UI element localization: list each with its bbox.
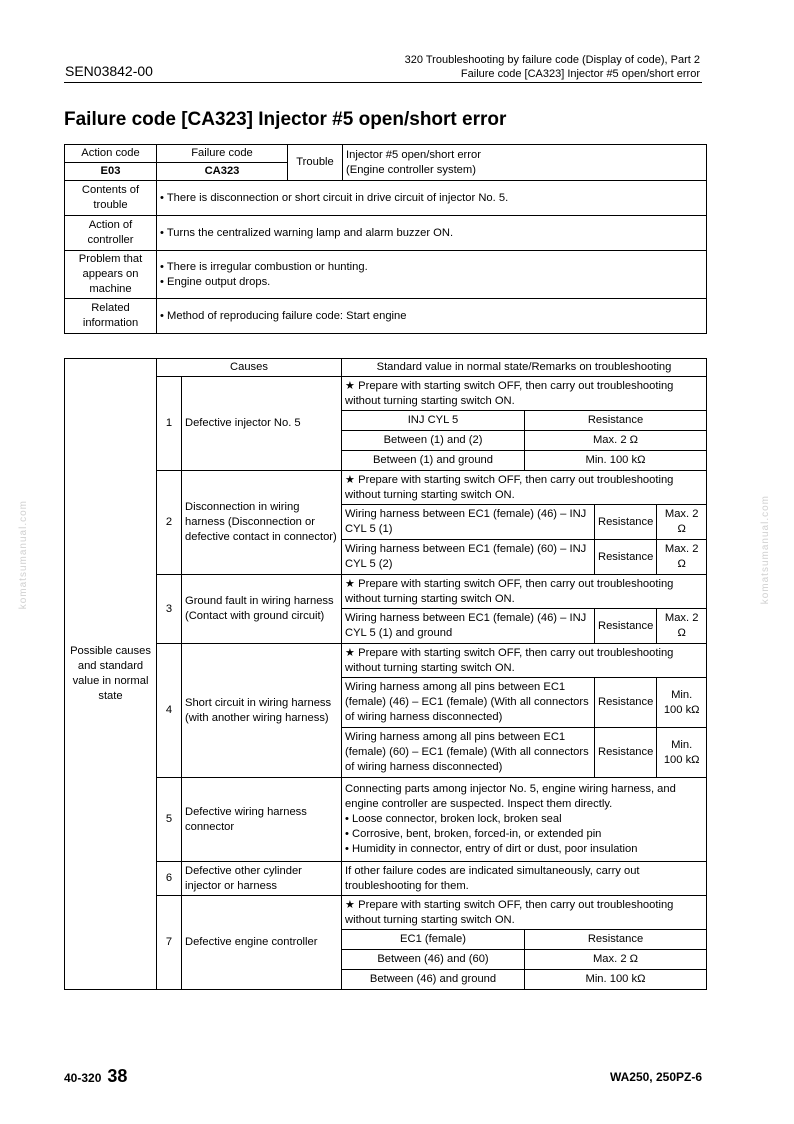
cause-name: Short circuit in wiring harness (with another wiring harness)	[182, 644, 342, 778]
cause-name: Defective other cylinder injector or harness	[182, 862, 342, 896]
prepare-note: ★ Prepare with starting switch OFF, then carry out troubleshooting without turning starting switch ON.	[342, 896, 707, 930]
check-point: Wiring harness between EC1 (female) (46) – INJ CYL 5 (1)	[342, 505, 595, 540]
check-point: Between (46) and (60)	[342, 950, 525, 970]
cause-name: Defective engine controller	[182, 896, 342, 990]
watermark-right: komatsumanual.com	[760, 495, 771, 605]
cause-number: 1	[157, 377, 182, 471]
check-value: Min. 100 kΩ	[525, 970, 707, 990]
failure-code: CA323	[157, 163, 288, 181]
inspection-note	[342, 778, 707, 862]
check-item: Resistance	[595, 505, 657, 540]
header-rule	[64, 82, 702, 83]
inspection-text: Connecting parts among injector No. 5, engine wiring harness, and engine controller are suspected. Inspect them directly.	[345, 783, 676, 810]
check-item: Resistance	[595, 678, 657, 728]
problem-item: • There is irregular combustion or hunting.	[160, 260, 368, 273]
check-point: Wiring harness between EC1 (female) (46) – INJ CYL 5 (1) and ground	[342, 609, 595, 644]
related-value: • Method of reproducing failure code: Start engine	[157, 299, 707, 334]
action-code-label: Action code	[65, 145, 157, 163]
action-text: Turns the centralized warning lamp and alarm buzzer ON.	[166, 226, 454, 239]
check-point: Wiring harness between EC1 (female) (60) – INJ CYL 5 (2)	[342, 540, 595, 575]
action-value: • Turns the centralized warning lamp and alarm buzzer ON.	[157, 216, 707, 251]
prepare-note: ★ Prepare with starting switch OFF, then carry out troubleshooting without turning starting switch ON.	[342, 377, 707, 411]
cause-number: 2	[157, 471, 182, 575]
trouble-line-1: Injector #5 open/short error	[346, 148, 481, 161]
prepare-note: ★ Prepare with starting switch OFF, then carry out troubleshooting without turning starting switch ON.	[342, 575, 707, 609]
prepare-note: ★ Prepare with starting switch OFF, then carry out troubleshooting without turning starting switch ON.	[342, 644, 707, 678]
document-id: SEN03842-00	[65, 63, 153, 79]
action-label: Action of controller	[65, 216, 157, 251]
problem-value	[157, 251, 707, 299]
page-number	[64, 1066, 127, 1087]
check-header: Resistance	[525, 411, 707, 431]
check-header: INJ CYL 5	[342, 411, 525, 431]
action-code: E03	[65, 163, 157, 181]
check-value: Max. 2 Ω	[525, 431, 707, 451]
contents-text: There is disconnection or short circuit in drive circuit of injector No. 5.	[166, 191, 509, 204]
cause-name: Disconnection in wiring harness (Disconnection or defective contact in connector)	[182, 471, 342, 575]
check-value: Min. 100 kΩ	[525, 451, 707, 471]
check-value: Max. 2 Ω	[657, 505, 707, 540]
causes-header: Causes	[157, 359, 342, 377]
trouble-line-2: (Engine controller system)	[346, 163, 476, 176]
standard-header: Standard value in normal state/Remarks on troubleshooting	[342, 359, 707, 377]
header-section	[405, 53, 700, 81]
check-point: Between (1) and ground	[342, 451, 525, 471]
inspection-item: • Corrosive, bent, broken, forced-in, or extended pin	[345, 828, 602, 840]
trouble-value	[343, 145, 707, 181]
check-item: Resistance	[595, 609, 657, 644]
failure-code-label: Failure code	[157, 145, 288, 163]
check-value: Min. 100 kΩ	[657, 728, 707, 778]
problem-label: Problem that appears on machine	[65, 251, 157, 299]
related-label: Related information	[65, 299, 157, 334]
check-item: Resistance	[595, 728, 657, 778]
problem-item: • Engine output drops.	[160, 275, 271, 288]
cause-name: Ground fault in wiring harness (Contact with ground circuit)	[182, 575, 342, 644]
check-point: Wiring harness among all pins between EC1 (female) (60) – EC1 (female) (With all connectors of wiring harness disconnected)	[342, 728, 595, 778]
contents-label: Contents of trouble	[65, 181, 157, 216]
cause-number: 5	[157, 778, 182, 862]
check-value: Min. 100 kΩ	[657, 678, 707, 728]
check-item: Resistance	[595, 540, 657, 575]
cause-number: 3	[157, 575, 182, 644]
model-name: WA250, 250PZ-6	[609, 1070, 702, 1084]
cause-number: 7	[157, 896, 182, 990]
cause-number: 6	[157, 862, 182, 896]
inspection-item: • Loose connector, broken lock, broken seal	[345, 813, 562, 825]
watermark-left: komatsumanual.com	[18, 500, 29, 610]
check-header: EC1 (female)	[342, 930, 525, 950]
page-title: Failure code [CA323] Injector #5 open/short error	[64, 109, 507, 130]
trouble-label: Trouble	[288, 145, 343, 181]
related-text: Method of reproducing failure code: Start engine	[167, 309, 407, 322]
prepare-note: ★ Prepare with starting switch OFF, then carry out troubleshooting without turning starting switch ON.	[342, 471, 707, 505]
cause-number: 4	[157, 644, 182, 778]
check-point: Wiring harness among all pins between EC1 (female) (46) – EC1 (female) (With all connectors of wiring harness disconnected)	[342, 678, 595, 728]
inspection-item: • Humidity in connector, entry of dirt or dust, poor insulation	[345, 843, 638, 855]
header-section-title: 320 Troubleshooting by failure code (Display of code), Part 2	[404, 54, 700, 66]
contents-value: • There is disconnection or short circuit in drive circuit of injector No. 5.	[157, 181, 707, 216]
check-value: Max. 2 Ω	[657, 609, 707, 644]
cause-name: Defective wiring harness connector	[182, 778, 342, 862]
page-number-value: 38	[107, 1066, 128, 1086]
check-point: Between (1) and (2)	[342, 431, 525, 451]
check-value: Max. 2 Ω	[525, 950, 707, 970]
cause-name: Defective injector No. 5	[182, 377, 342, 471]
check-value: Max. 2 Ω	[657, 540, 707, 575]
header-subsection-title: Failure code [CA323] Injector #5 open/short error	[460, 68, 700, 80]
causes-table	[64, 358, 707, 990]
check-point: Between (46) and ground	[342, 970, 525, 990]
check-header: Resistance	[525, 930, 707, 950]
failure-info-table	[64, 144, 707, 334]
remark-note: If other failure codes are indicated simultaneously, carry out troubleshooting for them.	[342, 862, 707, 896]
causes-side-label: Possible causes and standard value in normal state	[65, 359, 157, 990]
page-prefix: 40-320	[64, 1071, 102, 1085]
